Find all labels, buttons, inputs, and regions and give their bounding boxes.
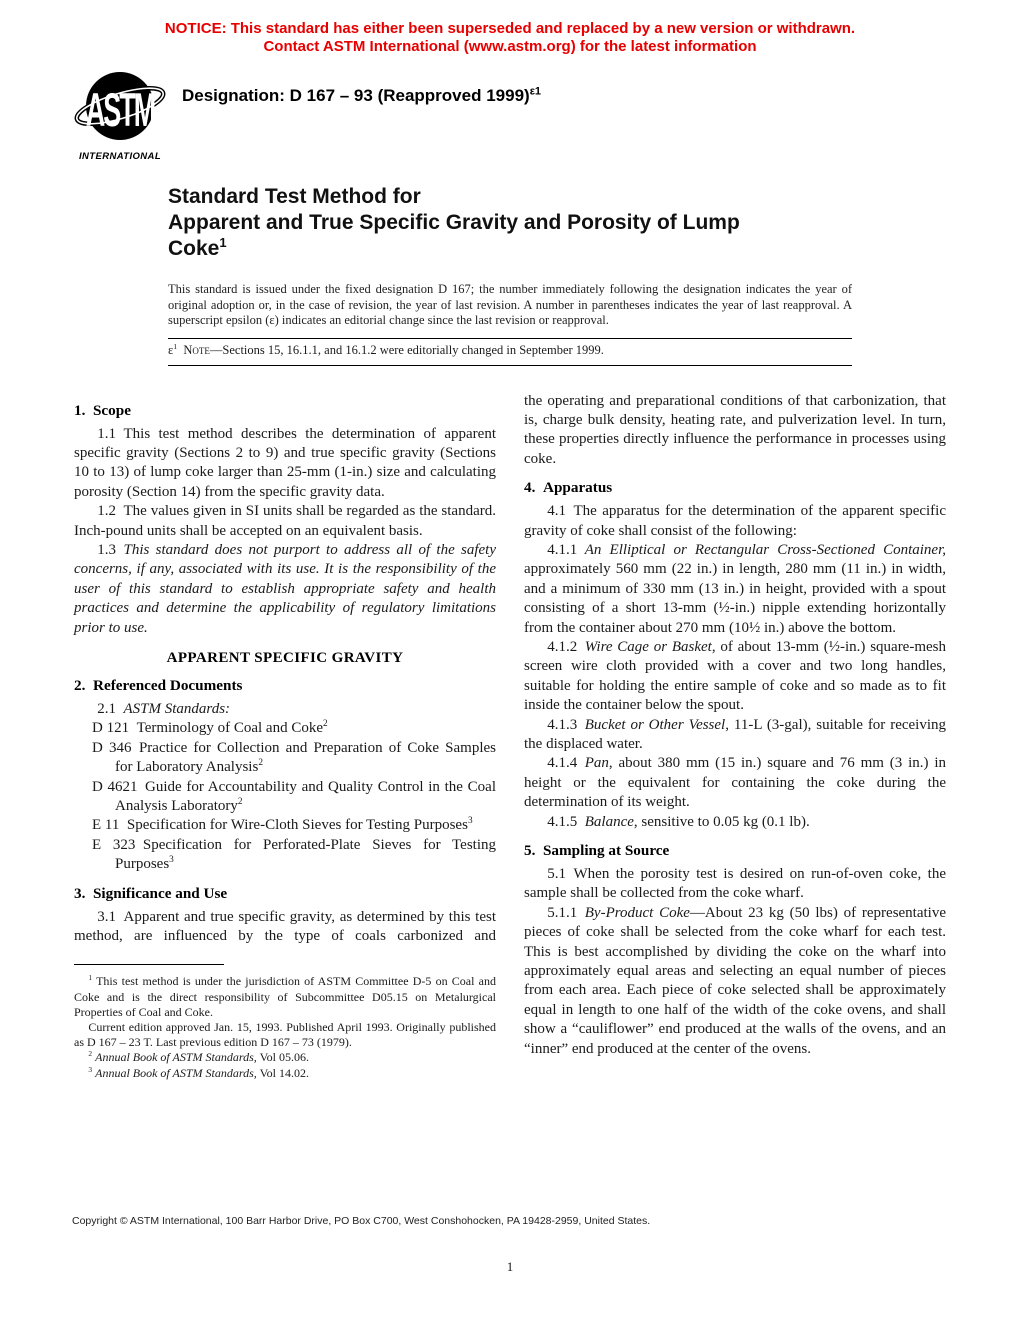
part-heading: APPARENT SPECIFIC GRAVITY	[166, 649, 404, 666]
paragraph: 4.1.4 Pan, about 380 mm (15 in.) square and 76 mm (3 in.) in height or the equivalent for containing the coke during the determination of its weight.	[524, 755, 946, 811]
paragraph: 4.1 The apparatus for the determination of the apparent specific gravity of coke shall consist of the following:	[524, 503, 946, 539]
paragraph: 1.3 This standard does not purport to address all of the safety concerns, if any, associated with its use. It is the responsibility of the user of this standard to establish appropriate safety and health practices and determine the applicability of regulatory limitations prior to use.	[74, 541, 496, 636]
title-footnote-marker: 1	[219, 235, 227, 250]
page-title	[168, 184, 852, 262]
astm-logo	[74, 68, 166, 162]
section-heading: 2. Referenced Documents	[74, 676, 243, 694]
section-heading: 3. Significance and Use	[74, 884, 228, 902]
body-columns	[74, 392, 946, 1081]
logo-subtitle: INTERNATIONAL	[78, 151, 162, 162]
reference-item: D 121 Terminology of Coal and Coke$^2$	[92, 719, 328, 737]
paragraph: 4.1.5 Balance, sensitive to 0.05 kg (0.1 lb).	[547, 813, 810, 830]
reference-item: D 346 Practice for Collection and Preparation of Coke Samples for Laboratory Analysis$^2$	[92, 739, 496, 776]
paragraph: 2.1 ASTM Standards:	[97, 700, 231, 717]
paragraph: 4.1.3 Bucket or Other Vessel, 11-L (3-gal), suitable for receiving the displaced water.	[524, 716, 947, 752]
paragraph: 4.1.2 Wire Cage or Basket, of about 13-mm (½-in.) square-mesh screen wire cloth provided with a cover and two long handles, suitable for holding the entire sample of coke and so made as to fit inside the container below the spout.	[524, 638, 946, 714]
title-line-3: Coke	[168, 237, 220, 260]
reference-item: E 11 Specification for Wire-Cloth Sieves for Testing Purposes$^3$	[92, 816, 473, 834]
footnote: $^1$ This test method is under the jurisdiction of ASTM Committee D-5 on Coal and Coke and is the direct responsibility of Subcommittee D05.15 on Metalurgical Properties of Coal and Coke.	[74, 973, 496, 1019]
section-heading: 4. Apparatus	[524, 479, 613, 497]
footnote-divider	[74, 964, 224, 965]
title-block	[168, 184, 852, 366]
designation-epsilon-sup: ε1	[529, 85, 542, 98]
title-line-2: Apparent and True Specific Gravity and Porosity of Lump	[168, 211, 740, 234]
section-heading: 5. Sampling at Source	[524, 842, 670, 860]
astm-globe-icon	[74, 68, 166, 150]
footnote: Current edition approved Jan. 15, 1993. Published April 1993. Originally published as D 167 – 23 T. Last previous edition D 167 – 73 (1979).	[74, 1020, 496, 1050]
reference-item: D 4621 Guide for Accountability and Quality Control in the Coal Analysis Laboratory$^2$	[92, 778, 496, 814]
page-number: 1	[506, 1260, 514, 1274]
title-line-1: Standard Test Method for	[168, 185, 421, 208]
left-column	[74, 392, 496, 1081]
epsilon-note-box	[168, 338, 852, 366]
paragraph: 5.1 When the porosity test is desired on run-of-oven coke, the sample shall be collected from the coke wharf.	[524, 866, 946, 902]
paragraph: 1.2 The values given in SI units shall be regarded as the standard. Inch-pound units shall be accepted on an equivalent basis.	[74, 503, 496, 539]
paragraph: 4.1.1 An Elliptical or Rectangular Cross-Sectioned Container, approximately 560 mm (22 in.) in length, 280 mm (11 in.) in width, and a minimum of 330 mm (13 in.) in height, provided with a spout consisting of a short 13-mm (½-in.) nipple extending horizontally from the container about 270 mm (10½ in.) above the bottom.	[524, 541, 946, 636]
logo-acronym: ASTM	[85, 84, 155, 138]
issue-paragraph: This standard is issued under the fixed designation D 167; the number immediately following the designation indicates the year of original adoption or, in the case of revision, the year of last revision. A number in parentheses indicates the year of last reapproval. A superscript epsilon (ε) indicates an editorial change since the last revision or reapproval.	[168, 282, 852, 327]
paragraph: 3.1 Apparent and true specific gravity, as determined by this test method, are influenced by the type of coals carbonized and	[74, 908, 496, 945]
copyright-line: Copyright © ASTM International, 100 Barr Harbor Drive, PO Box C700, West Conshohocken, PA 19428-2959, United States.	[72, 1215, 651, 1227]
withdrawal-notice	[0, 0, 1020, 56]
paragraph: 5.1.1 By-Product Coke—About 23 kg (50 lbs) of representative pieces of coke shall be selected from the coke wharf for each test. This is best accomplished by dividing the coke on the wharf into approximately equal areas and selecting an equal number of pieces from each area. Each piece of coke selected shall be approximately equal in length to one half of the width of the coke ovens, and shall show a “cauliflower” end produced at the walls of the ovens, and an “inner” end produced at the center of the ovens.	[524, 904, 947, 1057]
section-heading: 1. Scope	[74, 401, 131, 419]
document-header	[74, 68, 1020, 162]
notice-line-2: Contact ASTM International (www.astm.org) for the latest information	[263, 38, 757, 55]
designation-text: Designation: D 167 – 93 (Reapproved 1999)	[182, 86, 530, 105]
footnote: $^3$ Annual Book of ASTM Standards, Vol 14.02.	[88, 1064, 310, 1080]
notice-line-1: NOTICE: This standard has either been superseded and replaced by a new version or withdrawn.	[164, 20, 856, 37]
paragraph: 1.1 This test method describes the determination of apparent specific gravity (Sections 2 to 9) and true specific gravity (Sections 10 to 13) of lump coke larger than 25-mm (1-in.) size and calculating porosity (Section 14) from the specific gravity data.	[74, 425, 496, 500]
reference-item: E 323 Specification for Perforated-Plate Sieves for Testing Purposes$^3$	[92, 836, 496, 873]
right-column	[524, 392, 946, 1081]
epsilon-note: $\varepsilon^1$ Note—Sections 15, 16.1.1, and 16.1.2 were editorially changed in September 1999.	[168, 341, 604, 357]
designation	[182, 86, 541, 106]
footnote: $^2$ Annual Book of ASTM Standards, Vol 05.06.	[88, 1049, 310, 1065]
paragraph: the operating and preparational conditions of that carbonization, that is, charge bulk density, heating rate, and pulverization level. In turn, these properties directly influence the performance in processes using coke.	[524, 392, 946, 467]
